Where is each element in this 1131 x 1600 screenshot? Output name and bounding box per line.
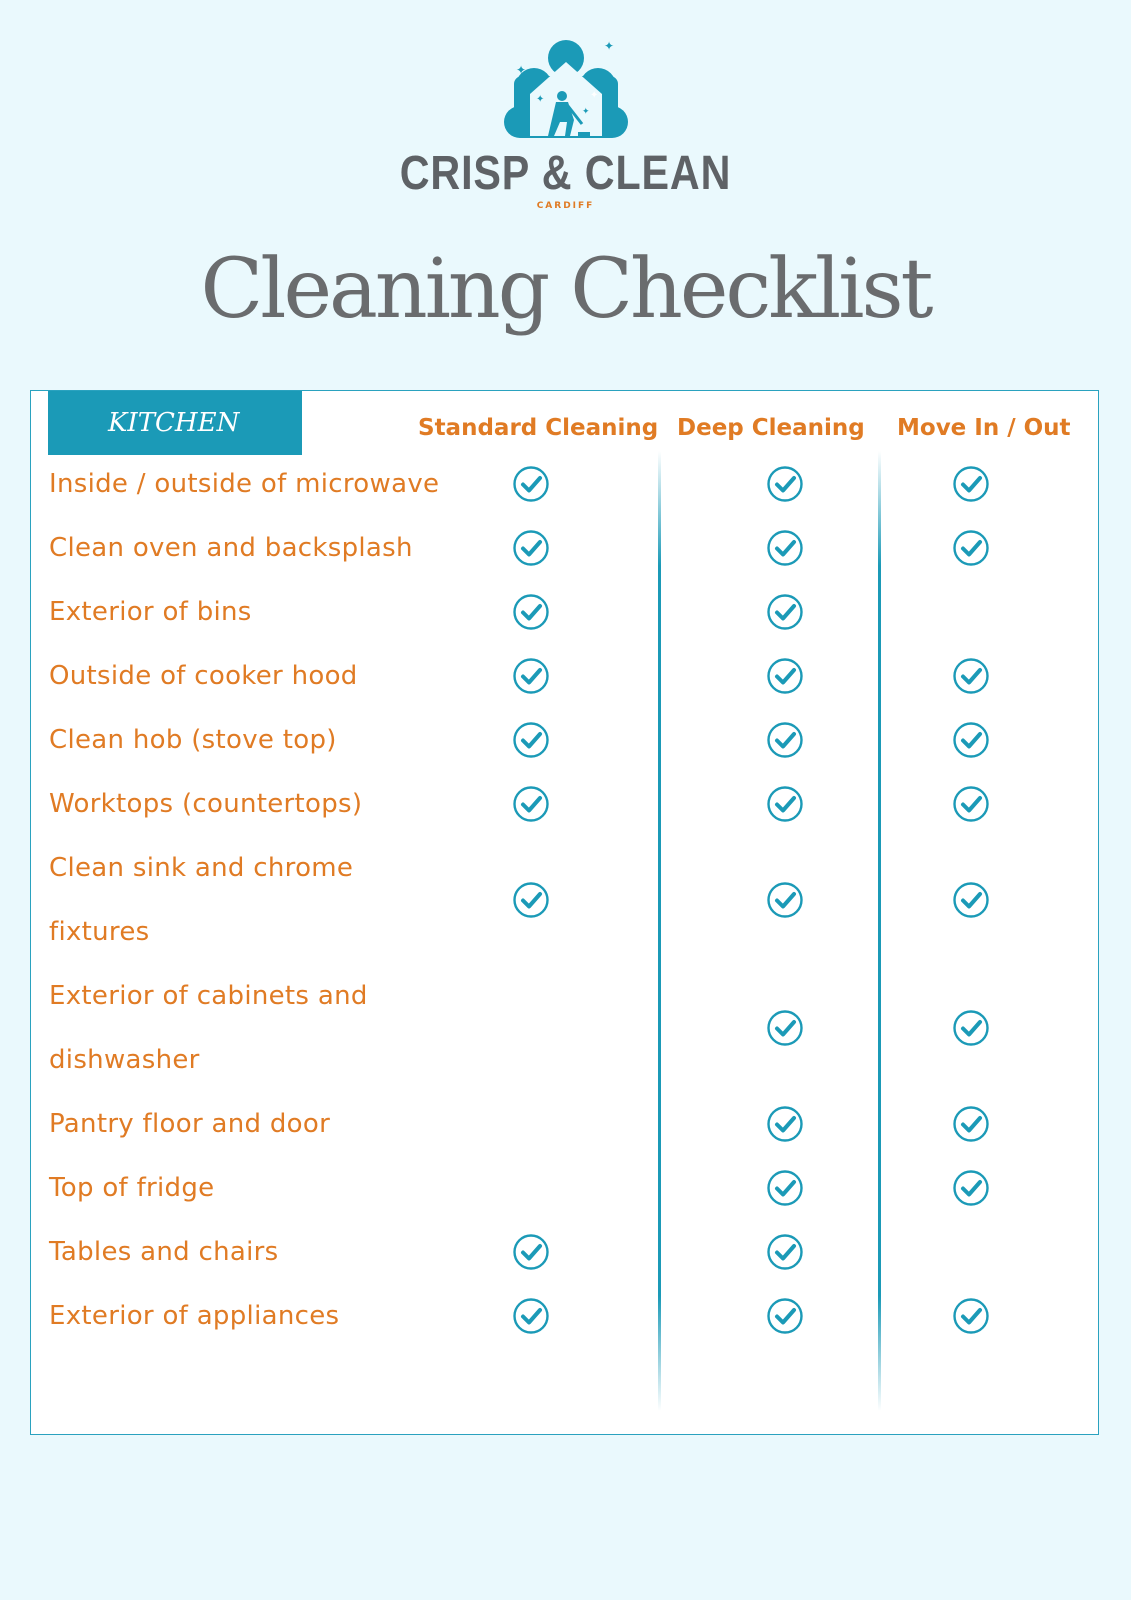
brand-name: CRISP & CLEAN — [399, 147, 732, 200]
column-header-move: Move In / Out — [897, 415, 1071, 441]
checkmark-icon — [952, 881, 990, 919]
checkmark-icon — [952, 785, 990, 823]
task-label: Exterior of cabinets and dishwasher — [49, 981, 368, 1075]
checkmark-icon — [766, 657, 804, 695]
column-header-deep: Deep Cleaning — [677, 415, 865, 441]
column-divider — [878, 451, 881, 1411]
task-label: Inside / outside of microwave — [49, 469, 440, 499]
checkmark-icon — [766, 593, 804, 631]
task-label: Top of fridge — [49, 1173, 215, 1203]
task-label: Clean sink and chrome fixtures — [49, 853, 354, 947]
house-cleaner-icon — [496, 36, 636, 146]
svg-text:✦: ✦ — [515, 63, 526, 77]
checkmark-icon — [512, 529, 550, 567]
brand-logo — [0, 36, 1131, 220]
checkmark-icon — [512, 657, 550, 695]
column-divider — [658, 451, 661, 1411]
checkmark-icon — [512, 1297, 550, 1335]
task-label: Exterior of appliances — [49, 1301, 340, 1331]
checkmark-icon — [766, 1169, 804, 1207]
task-label: Pantry floor and door — [49, 1109, 331, 1139]
checkmark-icon — [952, 1009, 990, 1047]
page-title: Cleaning Checklist — [200, 242, 931, 337]
task-label: Outside of cooker hood — [49, 661, 358, 691]
svg-text:✦: ✦ — [603, 39, 614, 53]
checkmark-icon — [952, 529, 990, 567]
svg-text:✦: ✦ — [535, 94, 544, 105]
checkmark-icon — [512, 721, 550, 759]
checkmark-icon — [512, 1233, 550, 1271]
task-label: Worktops (countertops) — [49, 789, 363, 819]
checkmark-icon — [952, 1297, 990, 1335]
checkmark-icon — [766, 1105, 804, 1143]
checkmark-icon — [766, 785, 804, 823]
checkmark-icon — [766, 1297, 804, 1335]
checkmark-icon — [952, 1169, 990, 1207]
checkmark-icon — [952, 1105, 990, 1143]
checkmark-icon — [512, 785, 550, 823]
checkmark-icon — [766, 465, 804, 503]
checkmark-icon — [512, 881, 550, 919]
svg-text:✦: ✦ — [589, 90, 598, 101]
checkmark-icon — [512, 593, 550, 631]
checkmark-icon — [766, 529, 804, 567]
checkmark-icon — [952, 721, 990, 759]
checkmark-icon — [952, 465, 990, 503]
section-tab-kitchen: KITCHEN — [48, 391, 302, 455]
column-header-standard: Standard Cleaning — [418, 415, 659, 441]
checkmark-icon — [952, 657, 990, 695]
checkmark-icon — [766, 881, 804, 919]
task-label: Tables and chairs — [49, 1237, 279, 1267]
checkmark-icon — [766, 1009, 804, 1047]
checkmark-icon — [512, 465, 550, 503]
checkmark-icon — [766, 1233, 804, 1271]
checklist-panel — [30, 390, 1099, 1435]
task-label: Exterior of bins — [49, 597, 252, 627]
task-label: Clean oven and backsplash — [49, 533, 413, 563]
task-label: Clean hob (stove top) — [49, 725, 337, 755]
svg-text:✦: ✦ — [581, 107, 590, 117]
brand-location: CARDIFF — [536, 201, 595, 211]
checkmark-icon — [766, 721, 804, 759]
